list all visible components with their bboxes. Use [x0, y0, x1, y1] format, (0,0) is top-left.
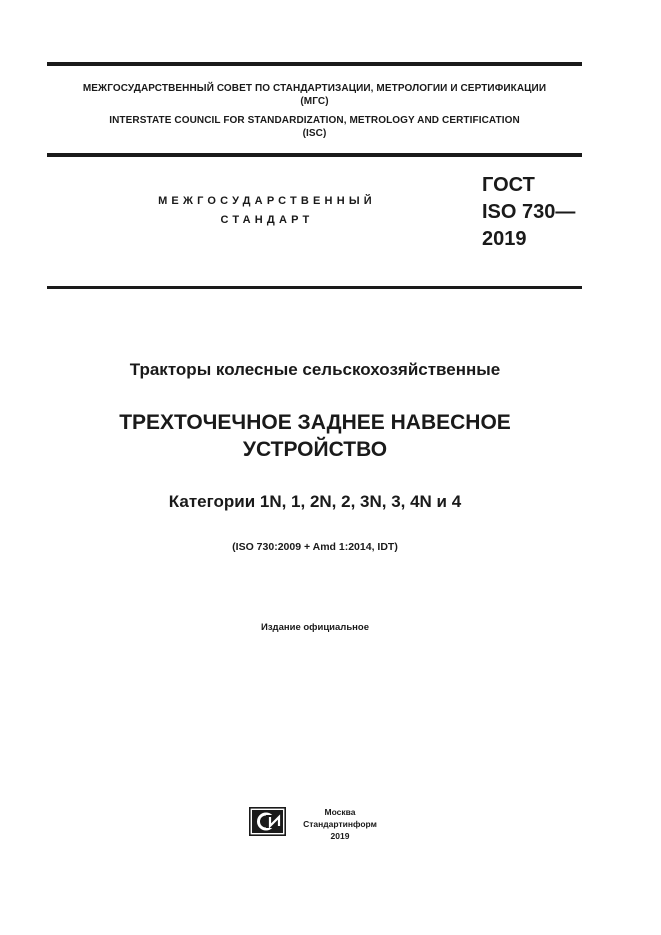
- main-title-line1: ТРЕХТОЧЕЧНОЕ ЗАДНЕЕ НАВЕСНОЕ: [119, 411, 511, 434]
- council-name-ru: МЕЖГОСУДАРСТВЕННЫЙ СОВЕТ ПО СТАНДАРТИЗАЦИИ, МЕТРОЛОГИИ И СЕРТИФИКАЦИИ: [82, 83, 547, 94]
- publisher-year: 2019: [330, 831, 350, 841]
- main-title-line2: УСТРОЙСТВО: [242, 438, 388, 461]
- publisher-city: Москва: [324, 807, 356, 817]
- publisher-info: [300, 806, 380, 842]
- council-name-en: INTERSTATE COUNCIL FOR STANDARDIZATION, METROLOGY AND CERTIFICATION: [109, 115, 520, 126]
- edition-label: Издание официальное: [261, 622, 369, 633]
- iso-reference: (ISO 730:2009 + Amd 1:2014, IDT): [232, 541, 398, 553]
- standard-type-line2: СТАНДАРТ: [220, 214, 314, 226]
- standard-designation: [482, 172, 575, 253]
- publisher-name: Стандартинформ: [303, 819, 377, 829]
- council-abbr-ru: (МГС): [300, 96, 329, 107]
- standartinform-logo-icon: [249, 807, 286, 836]
- designation-year: 2019: [482, 228, 527, 250]
- council-abbr-en: (ISC): [302, 128, 327, 139]
- categories-title: Категории 1N, 1, 2N, 2, 3N, 3, 4N и 4: [168, 492, 462, 511]
- designation-gost: ГОСТ: [482, 174, 535, 196]
- header-bottom-rule: [47, 153, 582, 157]
- top-rule: [47, 62, 582, 66]
- standard-type-line1: МЕЖГОСУДАРСТВЕННЫЙ: [158, 195, 376, 207]
- designation-bottom-rule: [47, 286, 582, 289]
- designation-iso: ISO 730—: [482, 201, 576, 223]
- general-title: Тракторы колесные сельскохозяйственные: [129, 360, 501, 379]
